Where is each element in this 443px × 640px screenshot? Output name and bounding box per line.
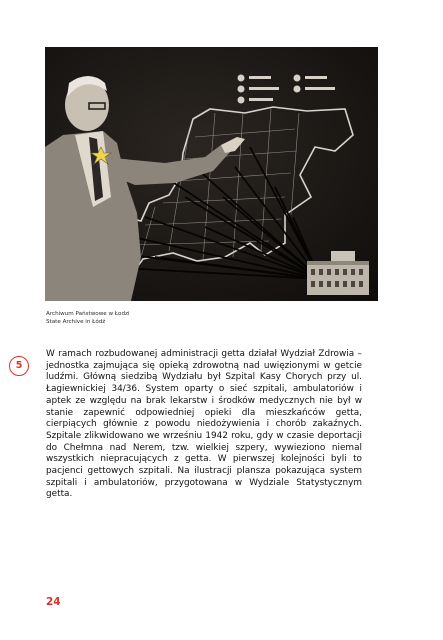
caption-line-english: State Archive in Łódź — [46, 318, 106, 325]
caption-line-polish: Archiwum Państwowe w Łodzi — [46, 311, 130, 317]
figure-caption — [46, 311, 296, 327]
body-paragraph: W ramach rozbudowanej administracji getta działał Wydział Zdrowia – jednostka zajmująca się opieką zdrowotną nad uwięzionymi w getcie ludźmi. Główną siedzibą Wydziału był Szpital Kasy Chorych przy ul. Łagiewnickiej 34/36. System oparty o sieć szpitali, ambulatoriów i aptek ze względu na brak lekarstw i środków medycznych nie był w stanie zapewnić odpowiedniej opieki dla mieszkańców getta, cierpiących głównie z powodu niedożywienia i chorób zakaźnych. Szpitale zlikwidowano we wrześniu 1942 roku, gdy w czasie deportacji do Chełmna nad Nerem, tzw. wielkiej szpery, wywieziono niemal wszystkich niepracujących z getta. W pierwszej kolejności byli to pacjenci gettowych szpitali. Na ilustracji plansza pokazująca system szpitali i ambulatoriów, przygotowana w Wydziale Statystycznym getta. — [46, 349, 362, 500]
section-number-badge: 5 — [9, 356, 29, 376]
archival-photograph — [45, 47, 378, 301]
photo-illustration — [45, 47, 378, 301]
page-number: 24 — [46, 596, 61, 608]
